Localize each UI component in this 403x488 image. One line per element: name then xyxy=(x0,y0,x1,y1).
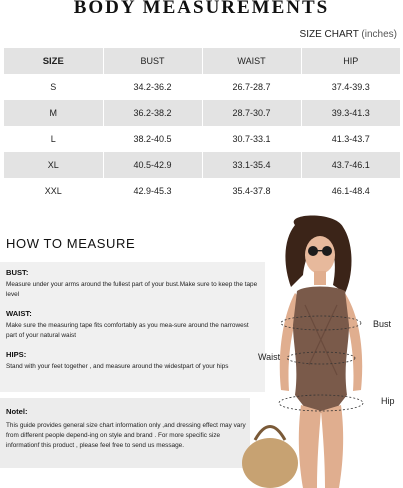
size-chart-unit: (inches) xyxy=(361,29,397,40)
hips-label: HIPS: xyxy=(6,350,27,359)
size-cell: XL xyxy=(4,152,103,178)
left-leg-shape xyxy=(299,405,321,488)
table-row xyxy=(4,100,400,126)
size-chart-label-text: SIZE CHART xyxy=(299,29,359,40)
size-cell: XXL xyxy=(4,178,103,204)
bust-callout: Bust xyxy=(373,319,392,329)
bust-text: Measure under your arms around the fullest part of your bust.Make sure to keep the tape level xyxy=(6,281,258,298)
page-title: BODY MEASUREMENTS xyxy=(73,0,330,18)
hip-callout: Hip xyxy=(381,396,395,406)
hip-cell: 43.7-46.1 xyxy=(301,152,400,178)
swimsuit-shape xyxy=(293,287,349,414)
size-chart-label xyxy=(300,29,397,40)
header-bust: BUST xyxy=(103,48,202,74)
size-cell: M xyxy=(4,100,103,126)
straw-bag-icon xyxy=(242,438,298,488)
waist-cell: 33.1-35.4 xyxy=(202,152,301,178)
bust-cell: 36.2-38.2 xyxy=(103,100,202,126)
hip-cell: 37.4-39.3 xyxy=(301,74,400,100)
bust-cell: 42.9-45.3 xyxy=(103,178,202,204)
waist-cell: 35.4-37.8 xyxy=(202,178,301,204)
hip-cell: 46.1-48.4 xyxy=(301,178,400,204)
header-size: SIZE xyxy=(4,48,103,74)
hip-cell: 39.3-41.3 xyxy=(301,100,400,126)
note-text: This guide provides general size chart information only ,and dressing effect may vary from different people depend-ing on style and brand . For more specific size informationf this product , please feel free to send us message. xyxy=(6,422,246,449)
bag-handle-icon xyxy=(255,427,285,441)
neck-shape xyxy=(314,271,326,285)
waist-text: Make sure the measuring tape fits comfortably as you mea-sure around the narrowest part of your natural waist xyxy=(6,322,249,339)
hips-instruction xyxy=(6,350,261,372)
face-shape xyxy=(305,236,335,274)
table-row xyxy=(4,74,400,100)
waist-callout: Waist xyxy=(258,352,281,362)
size-cell: S xyxy=(4,74,103,100)
table-row xyxy=(4,152,400,178)
waist-cell: 28.7-30.7 xyxy=(202,100,301,126)
size-table xyxy=(4,48,400,204)
size-cell: L xyxy=(4,126,103,152)
waist-instruction xyxy=(6,309,261,341)
bust-label: BUST: xyxy=(6,268,29,277)
hip-cell: 41.3-43.7 xyxy=(301,126,400,152)
header-hip: HIP xyxy=(301,48,400,74)
right-leg-shape xyxy=(321,405,343,488)
waist-cell: 26.7-28.7 xyxy=(202,74,301,100)
bust-cell: 40.5-42.9 xyxy=(103,152,202,178)
note-title: Notel: xyxy=(6,407,28,416)
bust-cell: 38.2-40.5 xyxy=(103,126,202,152)
how-to-measure-title: HOW TO MEASURE xyxy=(6,236,136,251)
table-row xyxy=(4,126,400,152)
waist-label: WAIST: xyxy=(6,309,32,318)
bust-instruction xyxy=(6,268,261,300)
table-row xyxy=(4,178,400,204)
model-illustration xyxy=(225,215,403,488)
header-waist: WAIST xyxy=(202,48,301,74)
hips-text: Stand with your feet together , and measure around the widestpart of your hips xyxy=(6,363,229,370)
table-header-row xyxy=(4,48,400,74)
bust-cell: 34.2-36.2 xyxy=(103,74,202,100)
waist-cell: 30.7-33.1 xyxy=(202,126,301,152)
